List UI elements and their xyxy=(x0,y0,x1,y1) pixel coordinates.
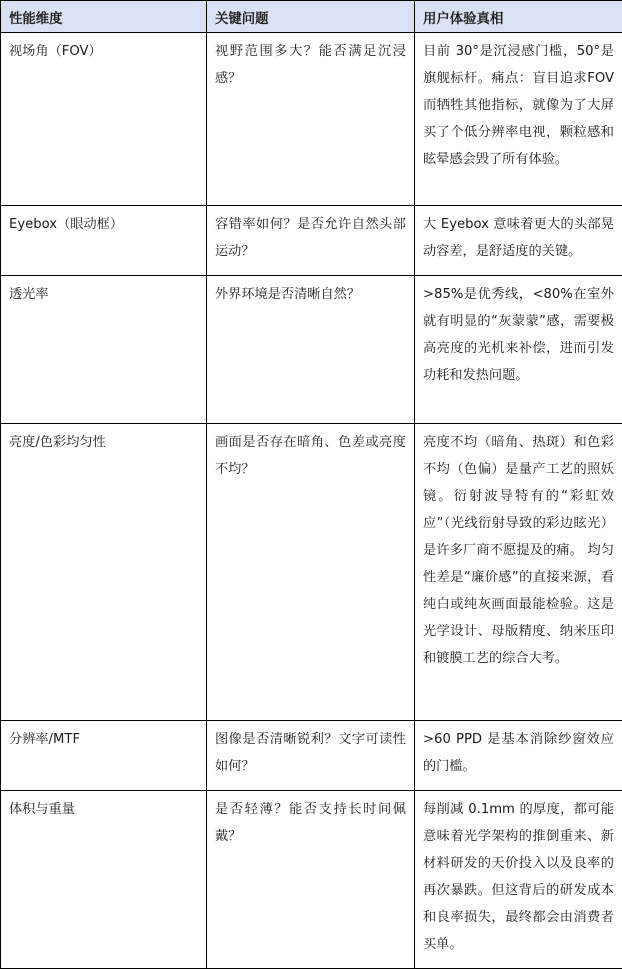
cell-dimension: 透光率 xyxy=(1,276,207,424)
cell-truth: >60 PPD 是基本消除纱窗效应的门槛。 xyxy=(415,721,622,791)
cell-dimension: Eyebox（眼动框） xyxy=(1,206,207,276)
cell-question: 外界环境是否清晰自然？ xyxy=(207,276,415,424)
cell-question: 是否轻薄？能否支持长时间佩戴？ xyxy=(207,791,415,969)
cell-question: 画面是否存在暗角、色差或亮度不均？ xyxy=(207,424,415,721)
table-row xyxy=(1,206,622,276)
table-row xyxy=(1,33,622,206)
cell-dimension: 体积与重量 xyxy=(1,791,207,969)
cell-truth: 每削减 0.1mm 的厚度，都可能意味着光学架构的推倒重来、新材料研发的天价投入以及良率的再次暴跌。但这背后的研发成本和良率损失，最终都会由消费者买单。 xyxy=(415,791,622,969)
header-truth: 用户体验真相 xyxy=(415,1,622,33)
cell-question: 容错率如何？是否允许自然头部运动？ xyxy=(207,206,415,276)
table-row xyxy=(1,791,622,969)
cell-question: 视野范围多大？能否满足沉浸感？ xyxy=(207,33,415,206)
cell-dimension: 视场角（FOV） xyxy=(1,33,207,206)
table-row xyxy=(1,721,622,791)
table-row xyxy=(1,424,622,721)
header-question: 关键问题 xyxy=(207,1,415,33)
table-row xyxy=(1,276,622,424)
cell-truth: 目前 30°是沉浸感门槛，50°是旗舰标杆。痛点：盲目追求FOV而牺牲其他指标，就像为了大屏买了个低分辨率电视，颗粒感和眩晕感会毁了所有体验。 xyxy=(415,33,622,206)
cell-dimension: 亮度/色彩均匀性 xyxy=(1,424,207,721)
cell-question: 图像是否清晰锐利？文字可读性如何？ xyxy=(207,721,415,791)
cell-truth: 大 Eyebox 意味着更大的头部晃动容差，是舒适度的关键。 xyxy=(415,206,622,276)
cell-truth: 亮度不均（暗角、热斑）和色彩不均（色偏）是量产工艺的照妖镜。衍射波导特有的“彩虹效应”（光线衍射导致的彩边眩光）是许多厂商不愿提及的痛。 均匀性差是“廉价感”的直接来源，看纯白或纯灰画面最能检验。这是光学设计、母版精度、纳米压印和镀膜工艺的综合大考。 xyxy=(415,424,622,721)
header-dimension: 性能维度 xyxy=(1,1,207,33)
cell-dimension: 分辨率/MTF xyxy=(1,721,207,791)
table-header-row xyxy=(1,1,622,33)
cell-truth: >85%是优秀线，<80%在室外就有明显的“灰蒙蒙”感，需要极高亮度的光机来补偿，进而引发功耗和发热问题。 xyxy=(415,276,622,424)
